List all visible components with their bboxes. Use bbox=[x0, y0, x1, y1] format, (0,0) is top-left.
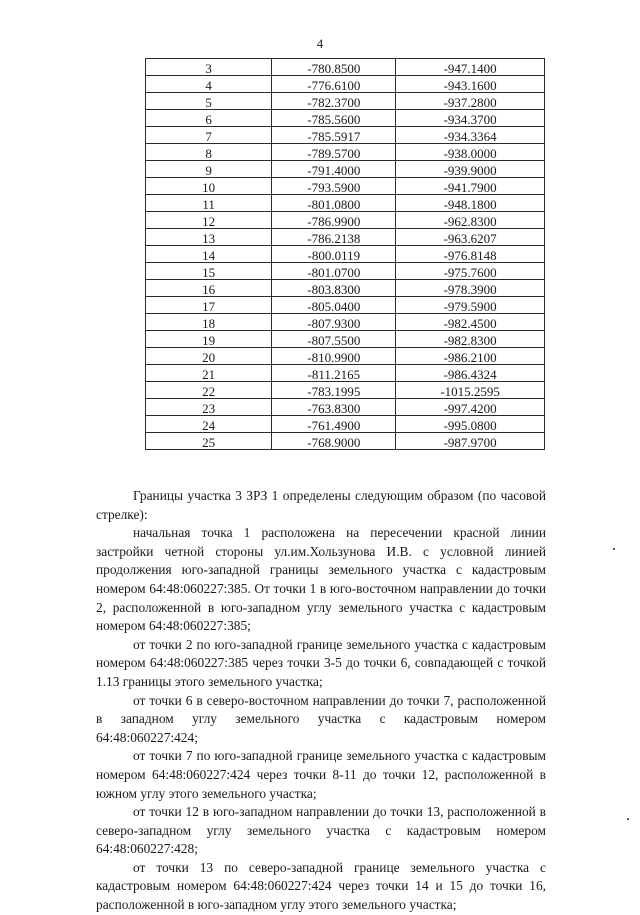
y-coordinate-cell: -943.1600 bbox=[396, 76, 545, 93]
x-coordinate-cell: -803.8300 bbox=[272, 280, 396, 297]
table-row bbox=[146, 195, 545, 212]
y-coordinate-cell: -986.4324 bbox=[396, 365, 545, 382]
point-number-cell: 24 bbox=[146, 416, 272, 433]
y-coordinate-cell: -982.4500 bbox=[396, 314, 545, 331]
table-row bbox=[146, 365, 545, 382]
y-coordinate-cell: -934.3364 bbox=[396, 127, 545, 144]
point-number-cell: 14 bbox=[146, 246, 272, 263]
point-number-cell: 22 bbox=[146, 382, 272, 399]
point-number-cell: 5 bbox=[146, 93, 272, 110]
table-row bbox=[146, 348, 545, 365]
paragraph-intro: Границы участка 3 ЗРЗ 1 определены следующим образом (по часовой стрелке): bbox=[96, 488, 546, 522]
table-row bbox=[146, 280, 545, 297]
table-row bbox=[146, 93, 545, 110]
point-number-cell: 12 bbox=[146, 212, 272, 229]
point-number-cell: 11 bbox=[146, 195, 272, 212]
paragraph-point-13: от точки 13 по северо-западной границе земельного участка с кадастровым номером 64:48:060227:424 через точки 14 и 15 до точки 16, расположенной в юго-западном углу этого земельного участка; bbox=[96, 859, 546, 913]
x-coordinate-cell: -807.5500 bbox=[272, 331, 396, 348]
x-coordinate-cell: -785.5917 bbox=[272, 127, 396, 144]
y-coordinate-cell: -934.3700 bbox=[396, 110, 545, 127]
paragraph-point-12: от точки 12 в юго-западном направлении до точки 13, расположенной в северо-западном углу земельного участка с кадастровым номером 64:48:060227:428; bbox=[96, 804, 546, 857]
y-coordinate-cell: -939.9000 bbox=[396, 161, 545, 178]
table-row bbox=[146, 433, 545, 450]
y-coordinate-cell: -1015.2595 bbox=[396, 382, 545, 399]
table-row bbox=[146, 59, 545, 76]
x-coordinate-cell: -793.5900 bbox=[272, 178, 396, 195]
x-coordinate-cell: -801.0800 bbox=[272, 195, 396, 212]
point-number-cell: 6 bbox=[146, 110, 272, 127]
y-coordinate-cell: -995.0800 bbox=[396, 416, 545, 433]
point-number-cell: 10 bbox=[146, 178, 272, 195]
x-coordinate-cell: -810.9900 bbox=[272, 348, 396, 365]
table-row bbox=[146, 314, 545, 331]
x-coordinate-cell: -776.6100 bbox=[272, 76, 396, 93]
point-number-cell: 4 bbox=[146, 76, 272, 93]
table-row bbox=[146, 127, 545, 144]
table-row bbox=[146, 263, 545, 280]
x-coordinate-cell: -807.9300 bbox=[272, 314, 396, 331]
y-coordinate-cell: -938.0000 bbox=[396, 144, 545, 161]
point-number-cell: 9 bbox=[146, 161, 272, 178]
table-row bbox=[146, 331, 545, 348]
y-coordinate-cell: -987.9700 bbox=[396, 433, 545, 450]
x-coordinate-cell: -801.0700 bbox=[272, 263, 396, 280]
point-number-cell: 18 bbox=[146, 314, 272, 331]
x-coordinate-cell: -800.0119 bbox=[272, 246, 396, 263]
y-coordinate-cell: -976.8148 bbox=[396, 246, 545, 263]
coordinates-table-body bbox=[146, 59, 545, 450]
point-number-cell: 13 bbox=[146, 229, 272, 246]
y-coordinate-cell: -941.7900 bbox=[396, 178, 545, 195]
y-coordinate-cell: -979.5900 bbox=[396, 297, 545, 314]
x-coordinate-cell: -785.5600 bbox=[272, 110, 396, 127]
paragraph-point-7: от точки 7 по юго-западной границе земельного участка с кадастровым номером 64:48:060227:424 через точки 8-11 до точки 12, расположенной в южном углу этого земельного участка; bbox=[96, 748, 546, 801]
y-coordinate-cell: -978.3900 bbox=[396, 280, 545, 297]
point-number-cell: 21 bbox=[146, 365, 272, 382]
x-coordinate-cell: -780.8500 bbox=[272, 59, 396, 76]
x-coordinate-cell: -783.1995 bbox=[272, 382, 396, 399]
x-coordinate-cell: -782.3700 bbox=[272, 93, 396, 110]
scan-speck bbox=[627, 818, 629, 820]
boundary-description bbox=[96, 487, 546, 915]
x-coordinate-cell: -768.9000 bbox=[272, 433, 396, 450]
table-row bbox=[146, 382, 545, 399]
table-row bbox=[146, 246, 545, 263]
table-row bbox=[146, 144, 545, 161]
point-number-cell: 3 bbox=[146, 59, 272, 76]
table-row bbox=[146, 212, 545, 229]
x-coordinate-cell: -761.4900 bbox=[272, 416, 396, 433]
point-number-cell: 16 bbox=[146, 280, 272, 297]
y-coordinate-cell: -962.8300 bbox=[396, 212, 545, 229]
point-number-cell: 17 bbox=[146, 297, 272, 314]
point-number-cell: 25 bbox=[146, 433, 272, 450]
point-number-cell: 7 bbox=[146, 127, 272, 144]
table-row bbox=[146, 161, 545, 178]
y-coordinate-cell: -975.7600 bbox=[396, 263, 545, 280]
x-coordinate-cell: -786.9900 bbox=[272, 212, 396, 229]
y-coordinate-cell: -986.2100 bbox=[396, 348, 545, 365]
page-number: 4 bbox=[316, 36, 324, 51]
point-number-cell: 20 bbox=[146, 348, 272, 365]
paragraph-point-2: от точки 2 по юго-западной границе земельного участка с кадастровым номером 64:48:060227:385 через точки 3-5 до точки 6, совпадающей с точкой 1.13 границы этого земельного участка; bbox=[96, 636, 546, 689]
table-row bbox=[146, 110, 545, 127]
x-coordinate-cell: -811.2165 bbox=[272, 365, 396, 382]
table-row bbox=[146, 229, 545, 246]
point-number-cell: 23 bbox=[146, 399, 272, 416]
y-coordinate-cell: -997.4200 bbox=[396, 399, 545, 416]
paragraph-point-1: начальная точка 1 расположена на пересечении красной линии застройки четной стороны ул.им.Хользунова И.В. с условной линией продолжения юго-западной границы земельного участка с кадастровым номером 64:48:060227:385. От точки 1 в юго-восточном направлении до точки 2, расположенной в юго-западном углу земельного участка с кадастровым номером 64:48:060227:385; bbox=[96, 525, 546, 634]
point-number-cell: 15 bbox=[146, 263, 272, 280]
x-coordinate-cell: -789.5700 bbox=[272, 144, 396, 161]
y-coordinate-cell: -937.2800 bbox=[396, 93, 545, 110]
y-coordinate-cell: -947.1400 bbox=[396, 59, 545, 76]
y-coordinate-cell: -963.6207 bbox=[396, 229, 545, 246]
x-coordinate-cell: -805.0400 bbox=[272, 297, 396, 314]
table-row bbox=[146, 399, 545, 416]
paragraph-point-6: от точки 6 в северо-восточном направлении до точки 7, расположенной в западном углу земельного участка с кадастровым номером 64:48:060227:424; bbox=[96, 692, 546, 745]
x-coordinate-cell: -786.2138 bbox=[272, 229, 396, 246]
table-row bbox=[146, 416, 545, 433]
table-row bbox=[146, 76, 545, 93]
coordinates-table bbox=[145, 58, 545, 450]
x-coordinate-cell: -791.4000 bbox=[272, 161, 396, 178]
y-coordinate-cell: -948.1800 bbox=[396, 195, 545, 212]
table-row bbox=[146, 297, 545, 314]
point-number-cell: 8 bbox=[146, 144, 272, 161]
table-row bbox=[146, 178, 545, 195]
y-coordinate-cell: -982.8300 bbox=[396, 331, 545, 348]
x-coordinate-cell: -763.8300 bbox=[272, 399, 396, 416]
scan-speck bbox=[613, 548, 615, 550]
point-number-cell: 19 bbox=[146, 331, 272, 348]
